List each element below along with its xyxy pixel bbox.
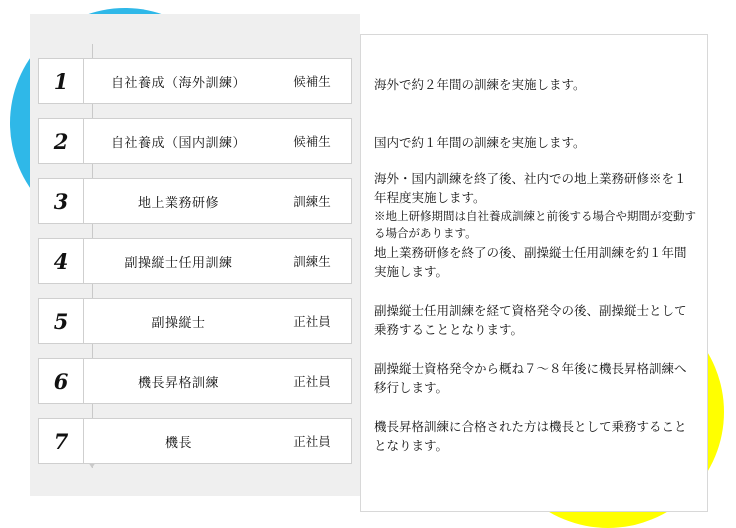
career-step-list — [38, 58, 352, 478]
step-note: 副操縦士資格発令から概ね７〜８年後に機長昇格訓練へ移行します。 — [374, 362, 687, 396]
step-note: 海外で約２年間の訓練を実施します。 — [374, 78, 586, 92]
step-title: 機長 — [164, 434, 192, 450]
step-status: 訓練生 — [293, 195, 331, 209]
step-number: 4 — [53, 248, 69, 274]
step-status: 候補生 — [293, 75, 331, 89]
step-note: 副操縦士任用訓練を経て資格発令の後、副操縦士として乗務することとなります。 — [374, 304, 687, 338]
step-title: 地上業務研修 — [137, 194, 219, 210]
step-status: 候補生 — [293, 135, 331, 149]
step-number: 7 — [53, 428, 69, 454]
step-number: 6 — [53, 368, 69, 394]
list-item — [38, 358, 352, 404]
list-item — [38, 178, 352, 224]
step-note: 地上業務研修を終了の後、副操縦士任用訓練を約１年間実施します。 — [374, 246, 687, 280]
list-item — [38, 238, 352, 284]
step-note — [374, 170, 696, 243]
step-status: 訓練生 — [293, 255, 331, 269]
step-status: 正社員 — [293, 435, 331, 449]
list-item — [38, 58, 352, 104]
list-item — [38, 118, 352, 164]
step-number: 2 — [53, 128, 69, 154]
step-status: 正社員 — [293, 315, 331, 329]
step-title: 機長昇格訓練 — [137, 374, 219, 390]
step-title: 自社養成（海外訓練） — [110, 74, 246, 90]
step-title: 副操縦士 — [151, 314, 206, 330]
step-number: 1 — [53, 68, 69, 94]
step-note-sub: ※地上研修期間は自社養成訓練と前後する場合や期間が変動する場合があります。 — [374, 210, 696, 240]
step-note: 国内で約１年間の訓練を実施します。 — [374, 136, 586, 150]
step-number: 3 — [53, 188, 69, 214]
step-note-main: 海外・国内訓練を終了後、社内での地上業務研修※を１年程度実施します。 — [374, 172, 687, 206]
step-number: 5 — [53, 308, 69, 334]
step-note: 機長昇格訓練に合格された方は機長として乗務することとなります。 — [374, 420, 687, 454]
step-status: 正社員 — [293, 375, 331, 389]
step-title: 副操縦士任用訓練 — [124, 254, 233, 270]
list-item — [38, 298, 352, 344]
step-title: 自社養成（国内訓練） — [110, 134, 246, 150]
list-item — [38, 418, 352, 464]
